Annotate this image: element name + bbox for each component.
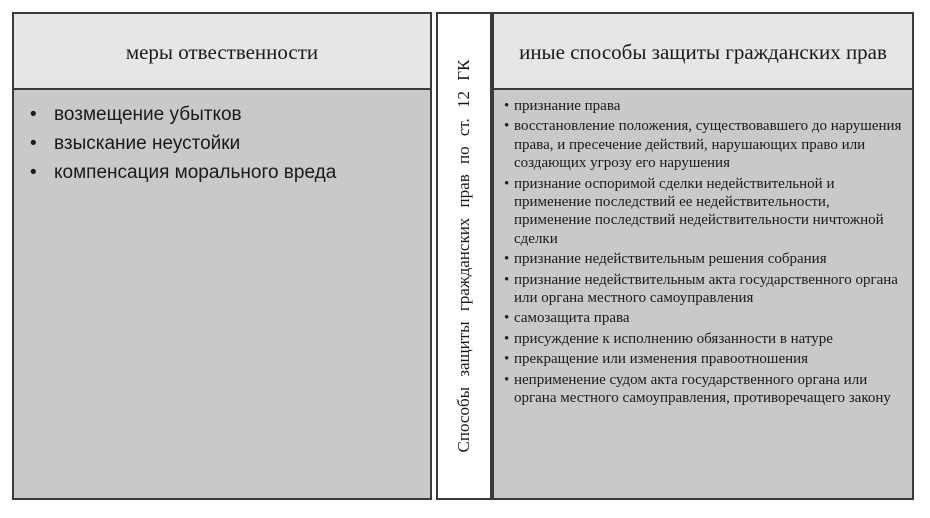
list-item: • признание права (504, 97, 906, 115)
list-item: • признание оспоримой сделки недействительной и применение последствий ее недействительности, применение последствий недействительности ничтожной сделки (504, 175, 906, 249)
list-item: • компенсация морального вреда (30, 158, 430, 187)
right-column-body (492, 88, 914, 500)
list-item: • присуждение к исполнению обязанности в натуре (504, 330, 906, 348)
liability-measures-list (14, 90, 430, 187)
center-vertical-banner (436, 12, 492, 500)
list-item: • взыскание неустойки (30, 129, 430, 158)
other-protection-methods-list (494, 90, 912, 408)
vertical-label: Способы защиты гражданских прав по ст. 12 ГК (454, 59, 473, 453)
left-column-header (12, 12, 432, 92)
list-item: • самозащита права (504, 309, 906, 327)
list-item: • неприменение судом акта государственного органа или органа местного самоуправления, противоречащего закону (504, 371, 906, 408)
right-header-text: иные способы защиты гражданских прав (519, 40, 887, 64)
list-item: • восстановление положения, существовавшего до нарушения права, и пресечение действий, нарушающих право или создающих угрозу его нарушения (504, 117, 906, 172)
right-column-header (492, 12, 914, 92)
left-column-body (12, 88, 432, 500)
list-item: • признание недействительным решения собрания (504, 250, 906, 268)
list-item: • признание недействительным акта государственного органа или органа местного самоуправления (504, 271, 906, 308)
list-item: • прекращение или изменения правоотношения (504, 350, 906, 368)
left-header-text: меры отвественности (125, 39, 319, 64)
list-item: • возмещение убытков (30, 100, 430, 129)
